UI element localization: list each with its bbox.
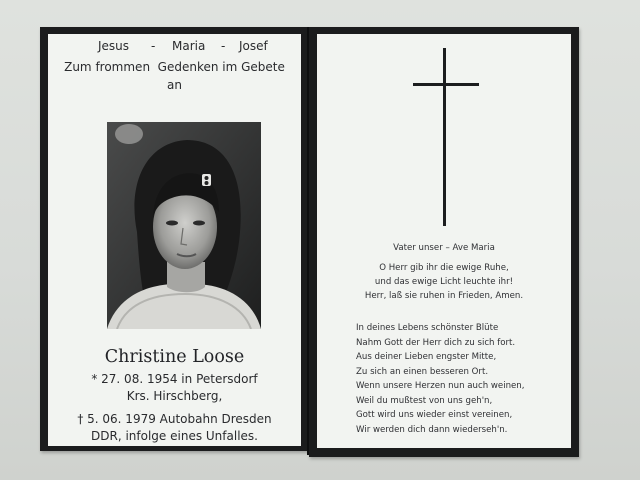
death-info: † 5. 06. 1979 Autobahn Dresden [77, 412, 272, 426]
death-detail: DDR, infolge eines Unfalles. [91, 429, 258, 443]
poem-line-5: Wenn unsere Herzen nun auch weinen, [356, 381, 525, 391]
prayer-title: Vater unser – Ave Maria [393, 243, 495, 253]
right-card-paper [317, 34, 571, 448]
header-jesus: Jesus [98, 39, 130, 53]
deceased-name: Christine Loose [104, 347, 245, 367]
prayer-line-3: Herr, laß sie ruhen in Frieden, Amen. [364, 291, 524, 301]
district-info: Krs. Hirschberg, [126, 389, 223, 403]
poem-line-7: Gott wird uns wieder einst vereinen, [356, 410, 513, 420]
memorial-card-left [40, 27, 309, 451]
header-josef: Josef [239, 39, 268, 53]
header-sep-1: - [151, 39, 156, 53]
header-maria: Maria [172, 39, 206, 53]
memorial-card-right [309, 27, 579, 457]
dedication-line: Zum frommen Gedenken im Gebete [64, 60, 285, 74]
poem-line-3: Aus deiner Lieben engster Mitte, [356, 352, 497, 362]
prayer-line-2: und das ewige Licht leuchte ihr! [374, 277, 514, 287]
poem-line-8: Wir werden dich dann wiederseh'n. [356, 425, 508, 435]
header-sep-2: - [221, 39, 226, 53]
prayer-line-1: O Herr gib ihr die ewige Ruhe, [379, 263, 509, 273]
left-card-paper [48, 34, 301, 446]
poem-line-6: Weil du mußtest von uns geh'n, [356, 396, 493, 406]
poem-line-1: In deines Lebens schönster Blüte [356, 323, 499, 333]
birth-info: * 27. 08. 1954 in Petersdorf [91, 372, 258, 386]
cross-icon [407, 48, 487, 228]
portrait-photo [107, 122, 261, 329]
poem-line-4: Zu sich an einen besseren Ort. [356, 367, 489, 377]
dedication-an: an [167, 78, 182, 92]
poem-line-2: Nahm Gott der Herr dich zu sich fort. [356, 338, 516, 348]
